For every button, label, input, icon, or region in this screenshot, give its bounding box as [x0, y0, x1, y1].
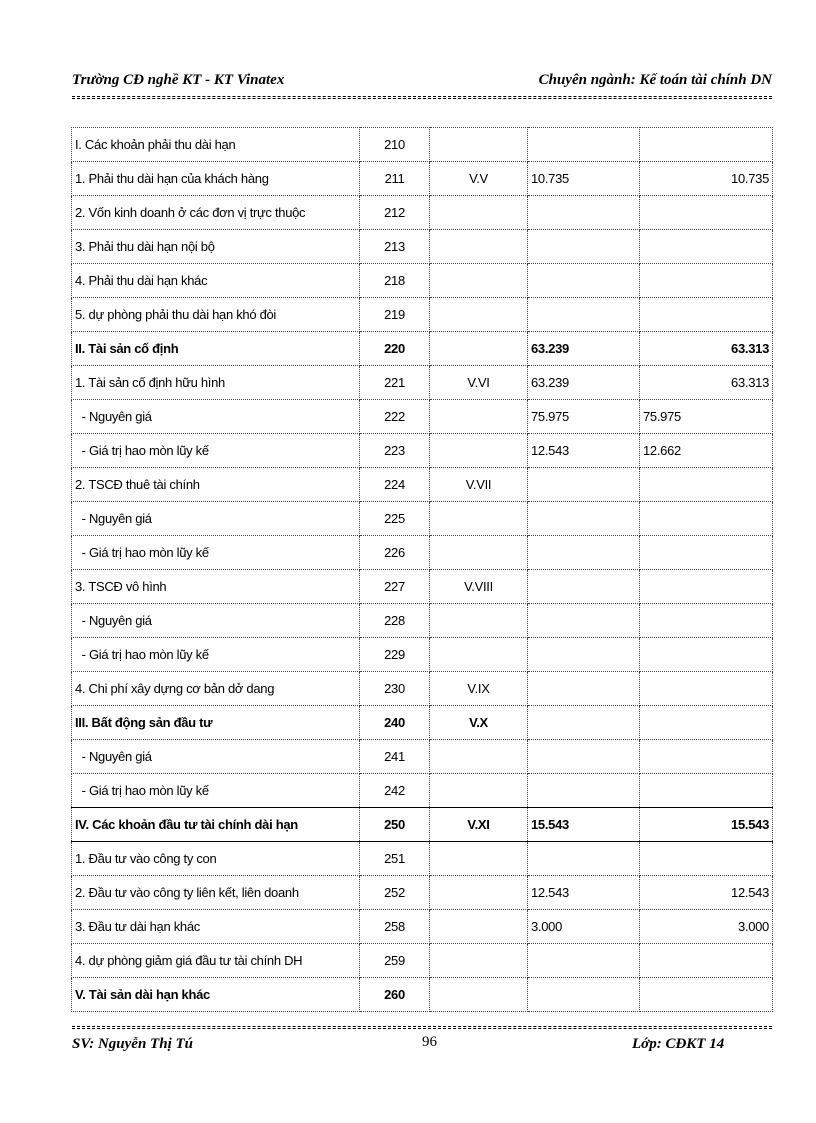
table-row: [72, 570, 773, 604]
row-note: [430, 264, 528, 298]
row-code: 241: [360, 740, 430, 774]
row-current-value: 12.543: [528, 434, 640, 468]
row-label: I. Các khoản phải thu dài hạn: [72, 128, 360, 162]
row-current-value: [528, 502, 640, 536]
table-row: [72, 332, 773, 366]
footer-rule: [72, 1026, 772, 1027]
row-label: 2. TSCĐ thuê tài chính: [72, 468, 360, 502]
row-note: V.V: [430, 162, 528, 196]
row-note: V.VI: [430, 366, 528, 400]
row-prior-value: [640, 536, 773, 570]
table-row: [72, 842, 773, 876]
row-label: - Giá trị hao mòn lũy kế: [72, 774, 360, 808]
row-current-value: 15.543: [528, 808, 640, 842]
row-code: 229: [360, 638, 430, 672]
row-current-value: [528, 570, 640, 604]
row-note: [430, 332, 528, 366]
row-label: - Giá trị hao mòn lũy kế: [72, 638, 360, 672]
row-prior-value: [640, 944, 773, 978]
row-label: 2. Vốn kinh doanh ở các đơn vị trực thuộc: [72, 196, 360, 230]
table-row: [72, 468, 773, 502]
table-row: [72, 162, 773, 196]
row-label: II. Tài sản cố định: [72, 332, 360, 366]
row-label: 1. Phải thu dài hạn của khách hàng: [72, 162, 360, 196]
row-current-value: [528, 230, 640, 264]
table-row: [72, 196, 773, 230]
row-code: 223: [360, 434, 430, 468]
table-row: [72, 298, 773, 332]
row-current-value: [528, 706, 640, 740]
row-current-value: 10.735: [528, 162, 640, 196]
row-note: [430, 230, 528, 264]
row-prior-value: 63.313: [640, 366, 773, 400]
row-current-value: [528, 264, 640, 298]
table-row: [72, 264, 773, 298]
row-code: 226: [360, 536, 430, 570]
row-prior-value: [640, 978, 773, 1012]
row-code: 251: [360, 842, 430, 876]
table-row: [72, 230, 773, 264]
row-label: 3. Đầu tư dài hạn khác: [72, 910, 360, 944]
header-school: Trường CĐ nghề KT - KT Vinatex: [72, 72, 285, 88]
row-note: [430, 842, 528, 876]
row-label: 5. dự phòng phải thu dài hạn khó đòi: [72, 298, 360, 332]
row-prior-value: 12.662: [640, 434, 773, 468]
row-prior-value: 12.543: [640, 876, 773, 910]
page-footer: [72, 1034, 772, 1060]
footer-class: Lớp: CĐKT 14: [632, 1036, 725, 1052]
row-label: 4. Chi phí xây dựng cơ bản dở dang: [72, 672, 360, 706]
row-current-value: [528, 672, 640, 706]
row-prior-value: [640, 298, 773, 332]
row-current-value: [528, 536, 640, 570]
row-note: [430, 774, 528, 808]
row-code: 218: [360, 264, 430, 298]
footer-student: SV: Nguyễn Thị Tú: [72, 1036, 193, 1052]
row-label: 3. TSCĐ vô hình: [72, 570, 360, 604]
table-row: [72, 434, 773, 468]
row-prior-value: [640, 740, 773, 774]
row-code: 250: [360, 808, 430, 842]
table-row: [72, 366, 773, 400]
row-current-value: 12.543: [528, 876, 640, 910]
table-row: [72, 638, 773, 672]
row-label: 3. Phải thu dài hạn nội bộ: [72, 230, 360, 264]
row-prior-value: [640, 604, 773, 638]
row-label: - Giá trị hao mòn lũy kế: [72, 536, 360, 570]
row-current-value: [528, 196, 640, 230]
header-rule: [72, 96, 772, 97]
row-prior-value: [640, 638, 773, 672]
row-label: 2. Đầu tư vào công ty liên kết, liên doanh: [72, 876, 360, 910]
header-major: Chuyên ngành: Kế toán tài chính DN: [538, 72, 772, 88]
row-current-value: [528, 978, 640, 1012]
table-row: [72, 400, 773, 434]
row-code: 258: [360, 910, 430, 944]
row-label: - Giá trị hao mòn lũy kế: [72, 434, 360, 468]
row-code: 240: [360, 706, 430, 740]
row-code: 222: [360, 400, 430, 434]
row-note: V.VIII: [430, 570, 528, 604]
row-prior-value: [640, 706, 773, 740]
row-code: 230: [360, 672, 430, 706]
table-row: [72, 706, 773, 740]
row-note: [430, 978, 528, 1012]
row-label: 1. Tài sản cố định hữu hình: [72, 366, 360, 400]
row-prior-value: [640, 502, 773, 536]
row-note: [430, 536, 528, 570]
table-row: [72, 536, 773, 570]
row-prior-value: 15.543: [640, 808, 773, 842]
row-code: 221: [360, 366, 430, 400]
row-current-value: [528, 128, 640, 162]
row-label: - Nguyên giá: [72, 400, 360, 434]
row-code: 227: [360, 570, 430, 604]
row-note: [430, 740, 528, 774]
row-prior-value: 3.000: [640, 910, 773, 944]
row-code: 213: [360, 230, 430, 264]
row-prior-value: [640, 842, 773, 876]
row-label: III. Bất động sản đầu tư: [72, 706, 360, 740]
table-row: [72, 876, 773, 910]
row-prior-value: 75.975: [640, 400, 773, 434]
row-prior-value: 10.735: [640, 162, 773, 196]
row-label: 4. dự phòng giảm giá đầu tư tài chính DH: [72, 944, 360, 978]
row-prior-value: [640, 128, 773, 162]
row-prior-value: [640, 230, 773, 264]
table-row: [72, 808, 773, 842]
table-row: [72, 910, 773, 944]
row-note: [430, 502, 528, 536]
row-note: [430, 910, 528, 944]
row-current-value: [528, 944, 640, 978]
row-note: [430, 196, 528, 230]
row-label: 1. Đầu tư vào công ty con: [72, 842, 360, 876]
row-current-value: 3.000: [528, 910, 640, 944]
row-prior-value: [640, 196, 773, 230]
row-note: [430, 638, 528, 672]
row-current-value: [528, 842, 640, 876]
row-code: 252: [360, 876, 430, 910]
table-row: [72, 774, 773, 808]
page-number: 96: [422, 1034, 437, 1050]
row-label: - Nguyên giá: [72, 740, 360, 774]
row-current-value: 75.975: [528, 400, 640, 434]
table-row: [72, 672, 773, 706]
table-row: [72, 128, 773, 162]
row-note: [430, 604, 528, 638]
row-note: [430, 400, 528, 434]
row-current-value: [528, 638, 640, 672]
table-row: [72, 502, 773, 536]
row-note: V.XI: [430, 808, 528, 842]
row-current-value: [528, 740, 640, 774]
footer-rule-2: [72, 1028, 772, 1029]
row-note: [430, 434, 528, 468]
row-label: 4. Phải thu dài hạn khác: [72, 264, 360, 298]
row-prior-value: [640, 672, 773, 706]
row-code: 219: [360, 298, 430, 332]
header-rule-2: [72, 98, 772, 99]
row-label: - Nguyên giá: [72, 502, 360, 536]
row-code: 210: [360, 128, 430, 162]
row-code: 220: [360, 332, 430, 366]
row-code: 225: [360, 502, 430, 536]
row-label: - Nguyên giá: [72, 604, 360, 638]
table-row: [72, 604, 773, 638]
row-current-value: 63.239: [528, 332, 640, 366]
row-code: 224: [360, 468, 430, 502]
row-note: [430, 876, 528, 910]
row-label: IV. Các khoản đầu tư tài chính dài hạn: [72, 808, 360, 842]
row-code: 260: [360, 978, 430, 1012]
table-row: [72, 740, 773, 774]
row-code: 228: [360, 604, 430, 638]
row-prior-value: 63.313: [640, 332, 773, 366]
row-current-value: [528, 298, 640, 332]
row-label: V. Tài sản dài hạn khác: [72, 978, 360, 1012]
table-row: [72, 978, 773, 1012]
row-current-value: [528, 604, 640, 638]
row-current-value: 63.239: [528, 366, 640, 400]
row-prior-value: [640, 774, 773, 808]
row-note: V.X: [430, 706, 528, 740]
row-prior-value: [640, 468, 773, 502]
row-code: 242: [360, 774, 430, 808]
row-prior-value: [640, 264, 773, 298]
row-code: 211: [360, 162, 430, 196]
row-note: [430, 944, 528, 978]
row-current-value: [528, 774, 640, 808]
row-note: [430, 298, 528, 332]
balance-sheet-table: [71, 127, 773, 1012]
page-header: [72, 66, 772, 96]
row-note: V.VII: [430, 468, 528, 502]
row-prior-value: [640, 570, 773, 604]
row-code: 259: [360, 944, 430, 978]
row-note: [430, 128, 528, 162]
row-note: V.IX: [430, 672, 528, 706]
row-current-value: [528, 468, 640, 502]
row-code: 212: [360, 196, 430, 230]
table-row: [72, 944, 773, 978]
